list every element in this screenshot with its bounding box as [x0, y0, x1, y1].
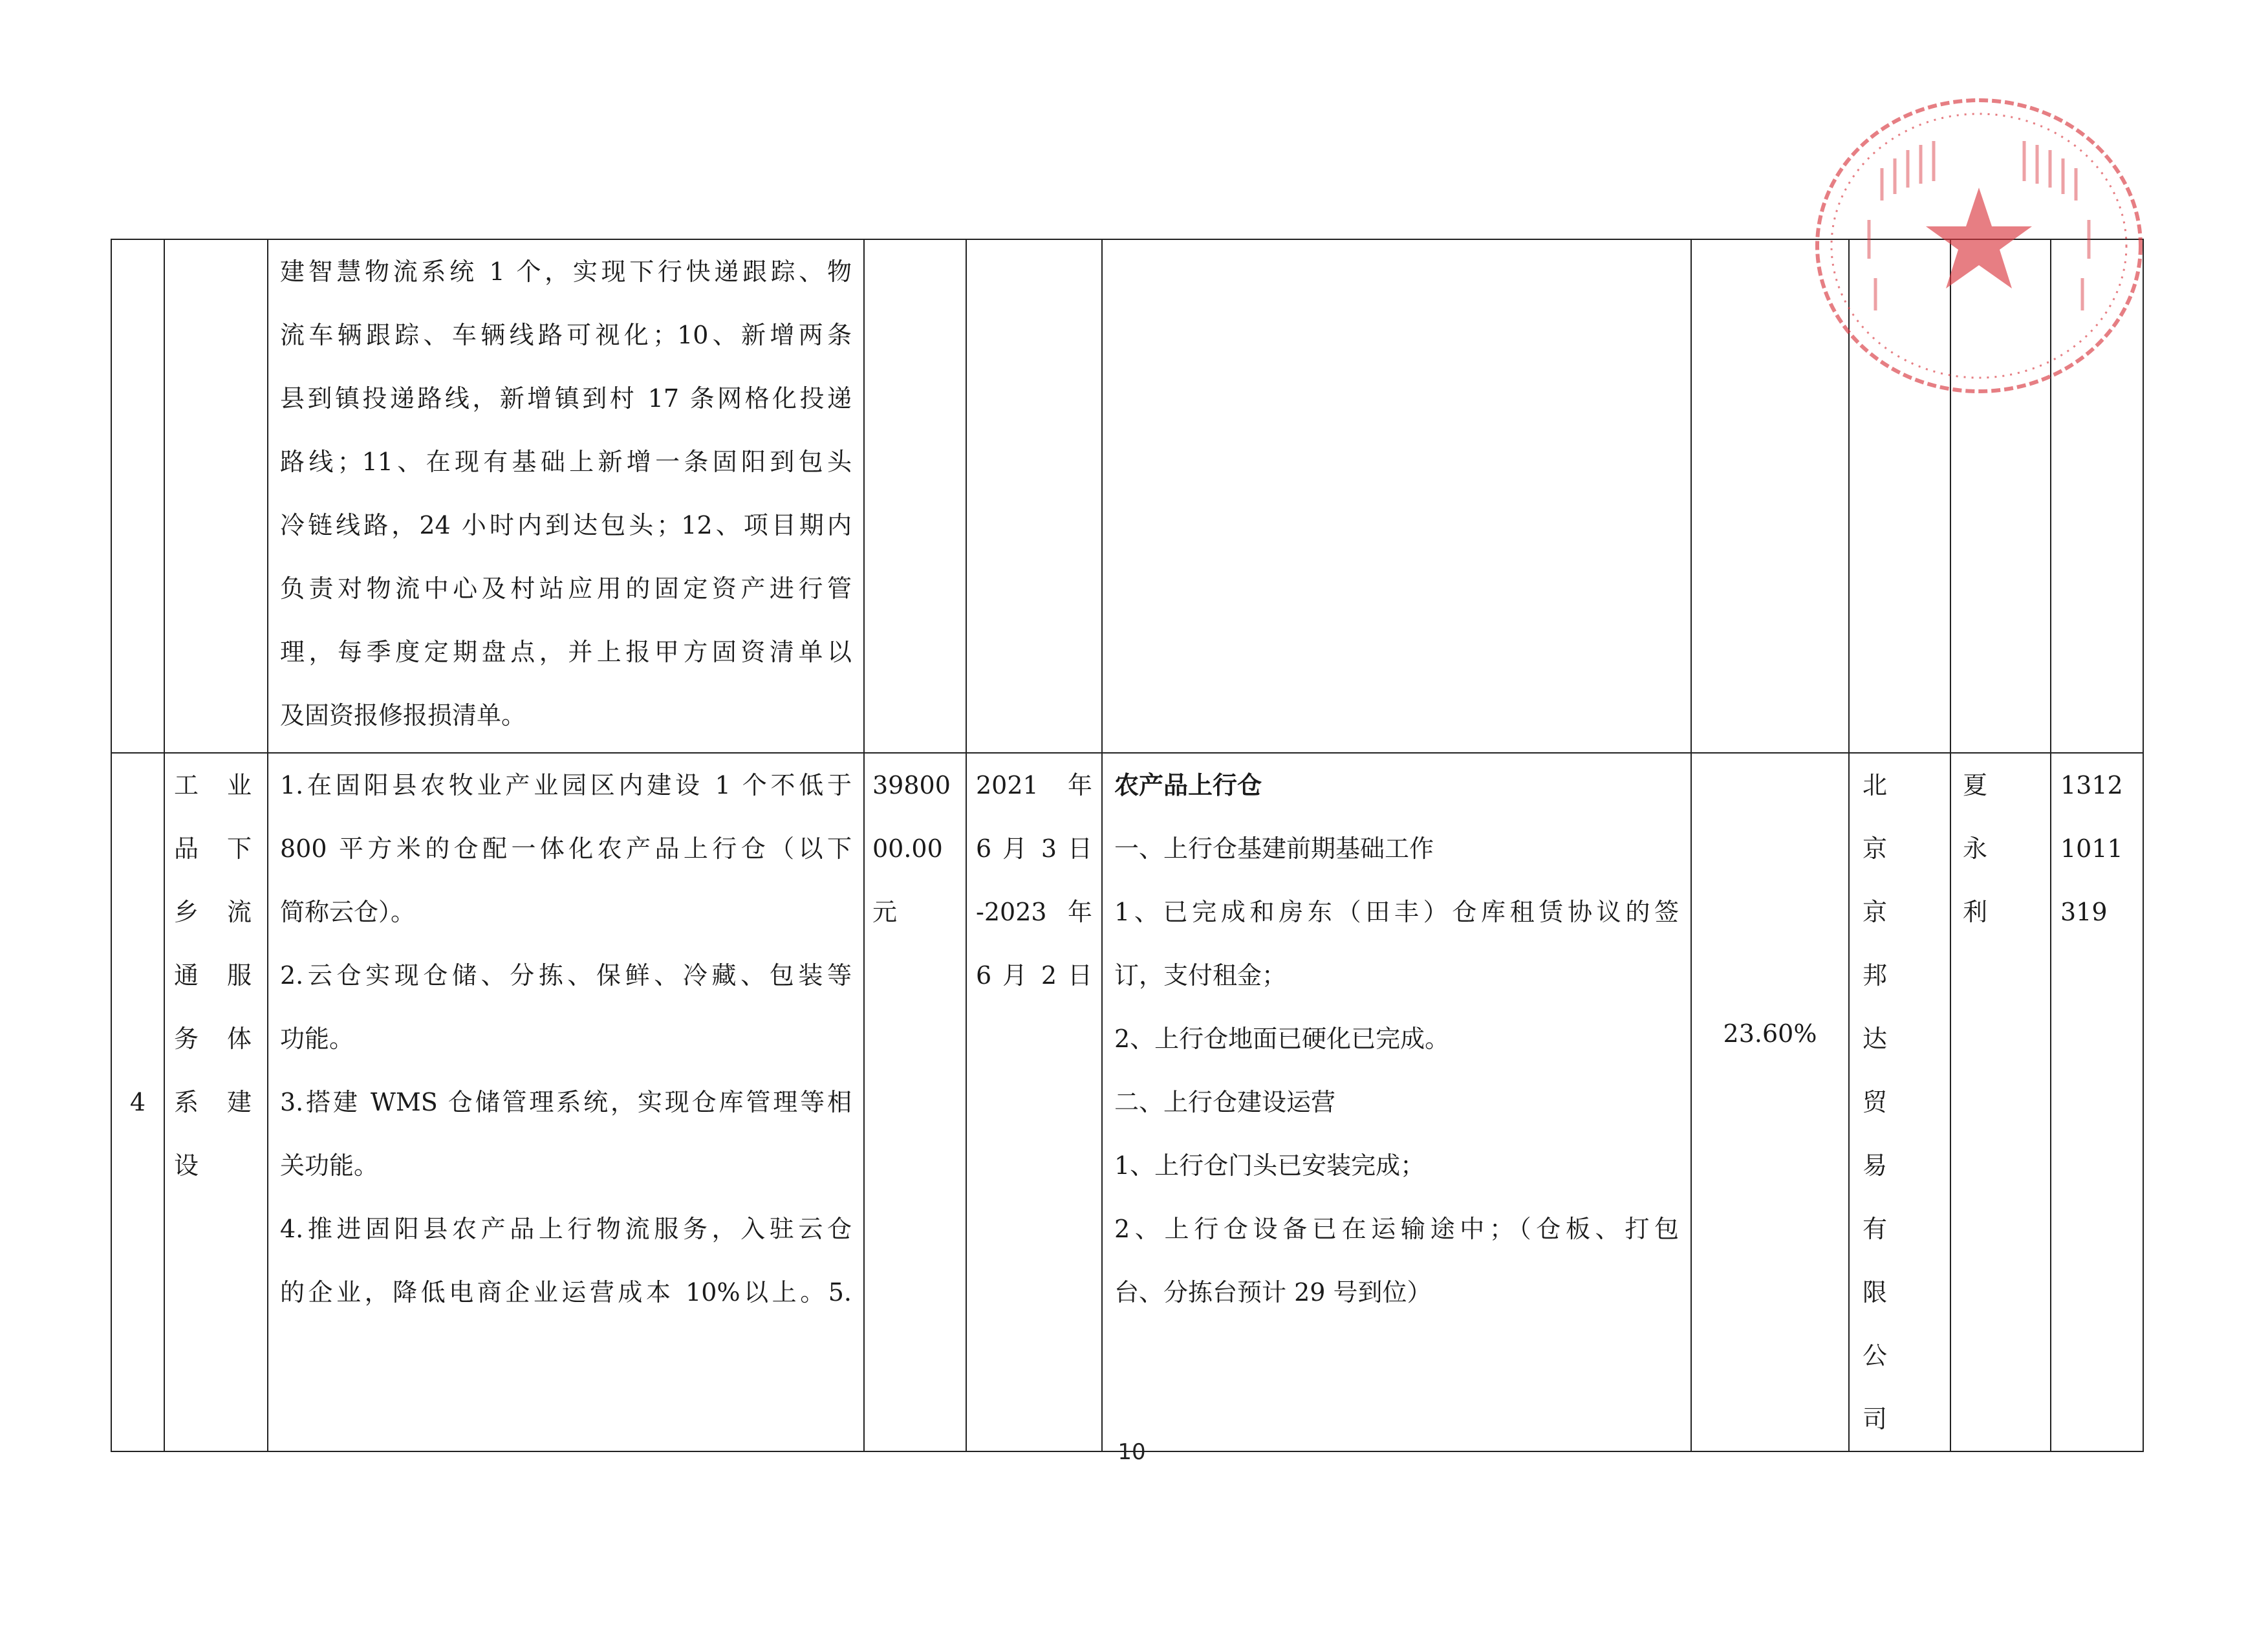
- company-line: 司: [1863, 1405, 1894, 1433]
- row2-name-cell: [164, 753, 268, 1451]
- company-line: 达 贸: [1863, 1025, 1894, 1116]
- amount-line: 39800: [872, 771, 951, 799]
- period-line: 6 月 2 日: [976, 961, 1092, 990]
- period-line: 2021 年: [976, 771, 1092, 799]
- progress-line: 二、上行仓建设运营: [1114, 1088, 1336, 1116]
- company-line: 北 京: [1863, 771, 1894, 863]
- progress-line: 订，支付租金；: [1114, 961, 1287, 990]
- progress-title: 农产品上行仓: [1114, 770, 1262, 799]
- row1-period-cell: [966, 239, 1102, 753]
- content-line: 3.搭建 WMS 仓储管理系统，实现仓库管理等相: [280, 1088, 852, 1116]
- row2-contact-cell: [1950, 753, 2051, 1451]
- completion-rate: 23.60%: [1723, 1019, 1817, 1048]
- row2-rate-cell: [1691, 753, 1849, 1451]
- row2-num-cell: [111, 753, 164, 1451]
- row2-phone-cell: [2051, 753, 2143, 1451]
- content-line: 冷链线路，24 小时内到达包头；12、项目期内: [280, 511, 852, 539]
- row1-progress-cell: [1102, 239, 1691, 753]
- row1-name-cell: [164, 239, 268, 753]
- content-line: 关功能。: [280, 1151, 379, 1180]
- progress-line: 一、上行仓基建前期基础工作: [1114, 834, 1434, 863]
- project-table: [111, 239, 2144, 1452]
- page-number: 10: [1118, 1439, 1146, 1465]
- table-row: [111, 753, 2143, 1451]
- content-line: 简称云仓）。: [280, 898, 416, 926]
- project-name-line: 务 体: [174, 1025, 258, 1053]
- row-number: 4: [129, 1088, 146, 1116]
- row1-amount-cell: [864, 239, 966, 753]
- project-name-line: 通 服: [174, 961, 258, 990]
- project-name-line: 品 下: [174, 834, 258, 863]
- amount-line: 00.00: [872, 834, 943, 863]
- content-line: 4.推进固阳县农产品上行物流服务，入驻云仓: [280, 1215, 852, 1243]
- content-line: 理，每季度定期盘点，并上报甲方固资清单以: [280, 638, 852, 666]
- row2-amount-cell: [864, 753, 966, 1451]
- company-line: 京 邦: [1863, 898, 1894, 990]
- contact-line: 利: [1963, 898, 1994, 926]
- progress-line: 1、已完成和房东（田丰）仓库租赁协议的签: [1114, 898, 1679, 926]
- content-line: 功能。: [280, 1025, 354, 1053]
- content-line: 路线；11、在现有基础上新增一条固阳到包头: [280, 448, 852, 476]
- progress-line: 2、上行仓地面已硬化已完成。: [1114, 1025, 1450, 1053]
- phone-line: 1011: [2060, 834, 2123, 863]
- row2-period-cell: [966, 753, 1102, 1451]
- content-line: 2.云仓实现仓储、分拣、保鲜、冷藏、包装等: [280, 961, 852, 990]
- row2-progress-cell: [1102, 753, 1691, 1451]
- progress-line: 1、上行仓门头已安装完成；: [1114, 1151, 1425, 1180]
- period-line: 6 月 3 日: [976, 834, 1092, 863]
- content-line: 县到镇投递路线，新增镇到村 17 条网格化投递: [280, 384, 852, 413]
- official-seal: [1804, 91, 2154, 401]
- project-name-line: 系 建: [174, 1088, 258, 1116]
- contact-line: 夏 永: [1963, 771, 1994, 863]
- content-line: 1.在固阳县农牧业产业园区内建设 1 个不低于: [280, 771, 852, 799]
- row2-content-cell: [268, 753, 864, 1451]
- star-icon: [1926, 188, 2032, 288]
- row2-company-cell: [1849, 753, 1950, 1451]
- content-line: 建智慧物流系统 1 个，实现下行快递跟踪、物: [280, 257, 852, 286]
- progress-line: 2、上行仓设备已在运输途中；（仓板、打包: [1114, 1215, 1679, 1243]
- phone-line: 319: [2060, 898, 2108, 926]
- row1-content-cell: [268, 239, 864, 753]
- row1-num-cell: [111, 239, 164, 753]
- company-line: 易 有: [1863, 1151, 1894, 1243]
- content-line: 800 平方米的仓配一体化农产品上行仓（以下: [280, 834, 852, 863]
- period-line: -2023 年: [976, 898, 1092, 926]
- project-name-line: 工 业: [174, 771, 258, 799]
- project-name-line: 乡 流: [174, 898, 258, 926]
- phone-line: 1312: [2060, 771, 2123, 799]
- content-line: 负责对物流中心及村站应用的固定资产进行管: [280, 574, 852, 603]
- project-name-line: 设: [174, 1151, 206, 1180]
- content-line: 流车辆跟踪、车辆线路可视化；10、新增两条: [280, 321, 852, 349]
- progress-line: 台、分拣台预计 29 号到位）: [1114, 1278, 1432, 1307]
- content-line: 及固资报修报损清单。: [280, 701, 526, 730]
- company-line: 限 公: [1863, 1278, 1894, 1370]
- amount-line: 元: [872, 898, 898, 926]
- content-line: 的企业，降低电商企业运营成本 10%以上。5.: [280, 1278, 852, 1307]
